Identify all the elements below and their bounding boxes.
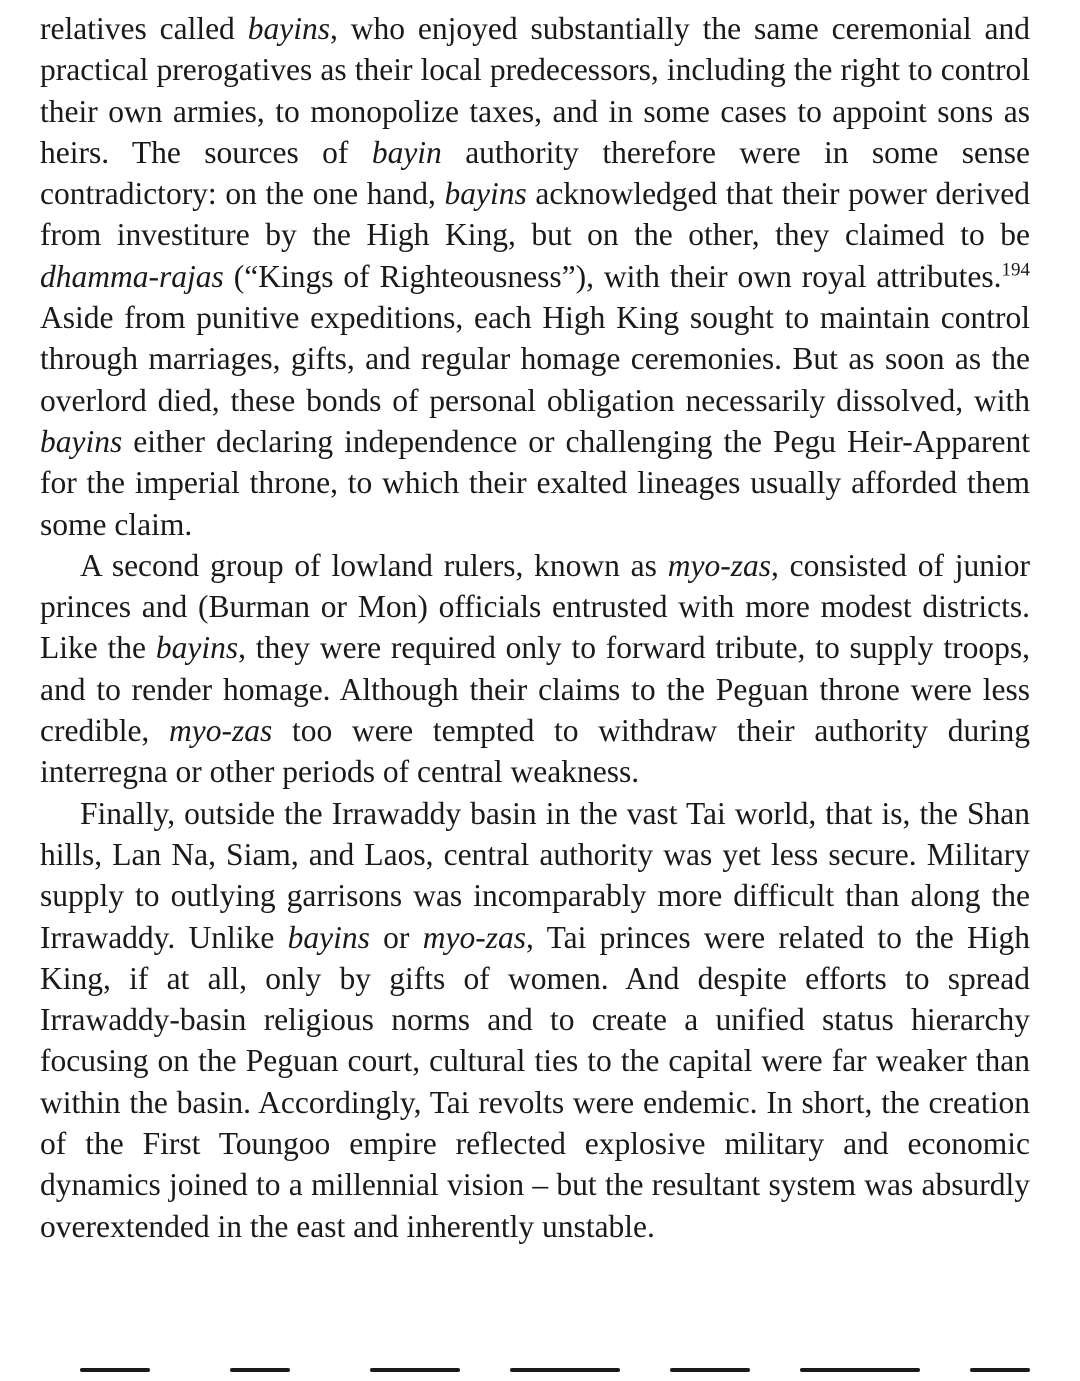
paragraph-3 (40, 793, 1030, 1247)
text-run: , consisted of junior princes and (Burman or Mon) officials entrusted with more modest districts. Like the (40, 547, 1030, 666)
text-run: A second group of lowland rulers, known as (80, 547, 668, 583)
text-run: relatives called (40, 11, 248, 46)
cut-off-next-line (40, 1368, 1030, 1381)
text-run: , they were required only to forward tribute, to supply troops, and to render homage. Although their claims to the Peguan throne were less credible, (40, 630, 1030, 749)
text-run: acknowledged that their power derived from investiture by the High King, but on the other, they claimed to be (40, 176, 1030, 253)
text-run: too were tempted to withdraw their authority during interregna or other periods of central weakness. (40, 713, 1031, 790)
italic-term: bayins (40, 423, 123, 459)
italic-term: myo-zas (422, 919, 526, 955)
paragraph-1 (40, 8, 1030, 545)
text-run: (“Kings of Righteousness”), with their own royal attributes. (223, 258, 1002, 294)
italic-term: bayins (247, 11, 330, 46)
text-run: , Tai princes were related to the High King, if at all, only by gifts of women. And despite efforts to spread Irrawaddy-basin religious norms and to create a unified status hierarchy focusing on the Peguan court, cultural ties to the capital were far weaker than within the basin. Accordingly, Tai revolts were endemic. In short, the creation of the First Toungoo empire reflected explosive military and economic dynamics joined to a millennial vision – but the resultant system was absurdly overextended in the east and inherently unstable. (40, 919, 1031, 1244)
italic-term: myo-zas (667, 547, 771, 583)
italic-term: bayins (155, 630, 239, 666)
italic-term: dhamma-rajas (40, 258, 224, 294)
italic-term: bayin (371, 134, 442, 170)
italic-term: myo-zas (169, 713, 273, 749)
text-run: or (369, 919, 423, 955)
page-body (40, 8, 1030, 1247)
text-run: , who enjoyed substantially the same ceremonial and practical prerogatives as their local predecessors, including the right to control their own armies, to monopolize taxes, and in some cases to appoint sons as heirs. The sources of (40, 11, 1030, 170)
italic-term: bayins (287, 919, 370, 955)
paragraph-2 (40, 545, 1030, 793)
text-run: either declaring independence or challenging the Pegu Heir-Apparent for the imperial throne, to which their exalted lineages usually afforded them some claim. (40, 423, 1030, 542)
text-run: Finally, outside the Irrawaddy basin in the vast Tai world, that is, the Shan hills, Lan Na, Siam, and Laos, central authority was yet less secure. Military supply to outlying garrisons was incomparably more difficult than along the Irrawaddy. Unlike (40, 795, 1030, 955)
footnote-marker: 194 (1001, 259, 1030, 281)
text-run: Aside from punitive expeditions, each High King sought to maintain control through marriages, gifts, and regular homage ceremonies. But as soon as the overlord died, these bonds of personal obligation necessarily dissolved, with (40, 300, 1030, 418)
text-run: authority therefore were in some sense contradictory: on the one hand, (40, 134, 1030, 212)
italic-term: bayins (444, 176, 527, 212)
